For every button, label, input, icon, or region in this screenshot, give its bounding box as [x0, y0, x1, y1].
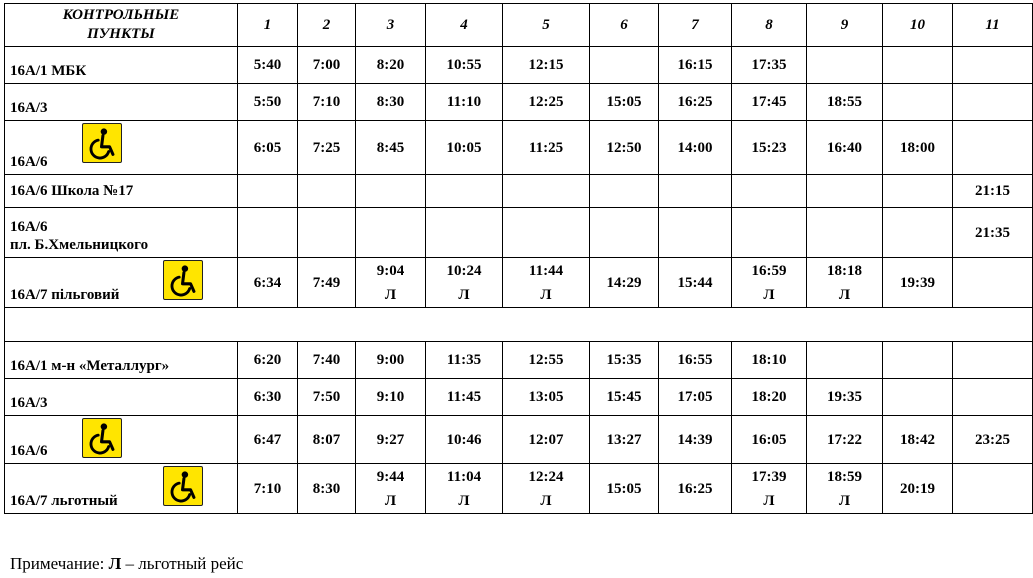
- time-cell: [356, 258, 426, 308]
- time-cell: [659, 47, 732, 84]
- departure-time: 16:40: [827, 139, 862, 156]
- departure-time: 7:00: [312, 57, 341, 73]
- departure-time: 5:50: [253, 94, 282, 110]
- departure-time: 6:30: [253, 389, 282, 405]
- header-row: [5, 4, 1033, 47]
- time-cell: [883, 258, 953, 308]
- time-cell: [238, 208, 298, 258]
- time-cell: [883, 416, 953, 464]
- time-cell: [356, 121, 426, 175]
- checkpoint-name: [5, 47, 238, 84]
- checkpoint-name-text: 16А/3: [10, 100, 48, 116]
- time-cell: [356, 379, 426, 416]
- time-cell: [238, 47, 298, 84]
- time-cell: [238, 121, 298, 175]
- table-row: [5, 47, 1033, 84]
- table-row: [5, 84, 1033, 121]
- departure-time: 9:10: [376, 389, 405, 405]
- checkpoint-name-line1: 16А/6: [10, 219, 48, 235]
- footnote: [10, 554, 243, 574]
- departure-time: 10:55: [446, 57, 482, 73]
- checkpoint-name: [5, 379, 238, 416]
- header-col: 11: [953, 4, 1033, 47]
- discount-mark: Л: [838, 286, 851, 303]
- header-col: 8: [732, 4, 807, 47]
- time-cell: [590, 208, 659, 258]
- departure-time: 17:45: [751, 94, 787, 110]
- departure-time: 16:25: [677, 480, 713, 497]
- departure-time: 8:45: [376, 139, 405, 156]
- time-cell: [883, 84, 953, 121]
- separator-cell: [5, 308, 1033, 342]
- time-cell: [953, 342, 1033, 379]
- time-cell: [426, 416, 503, 464]
- time-cell: [503, 47, 590, 84]
- header-col: 2: [298, 4, 356, 47]
- time-cell: [503, 84, 590, 121]
- checkpoint-name: [5, 342, 238, 379]
- departure-time: 18:00: [900, 139, 935, 156]
- departure-time: 7:40: [312, 352, 341, 368]
- departure-time: 15:05: [606, 480, 642, 497]
- checkpoint-name: [5, 416, 238, 464]
- departure-time: 18:18: [827, 262, 862, 279]
- time-cell: [732, 379, 807, 416]
- checkpoint-name: [5, 208, 238, 258]
- departure-time: 17:22: [827, 431, 862, 448]
- departure-time: 21:35: [975, 224, 1010, 241]
- time-cell: [883, 121, 953, 175]
- time-cell: [953, 175, 1033, 208]
- time-cell: [807, 208, 883, 258]
- departure-time: 6:34: [253, 274, 282, 291]
- discount-mark: Л: [763, 286, 775, 303]
- departure-time: 7:10: [253, 480, 282, 497]
- departure-time: 23:25: [975, 431, 1010, 448]
- discount-mark: Л: [763, 492, 775, 509]
- time-cell: [659, 84, 732, 121]
- time-cell: [503, 342, 590, 379]
- time-cell: [883, 175, 953, 208]
- time-cell: [426, 379, 503, 416]
- departure-time: 13:27: [606, 431, 642, 448]
- checkpoint-name: [5, 258, 238, 308]
- table-row: [5, 342, 1033, 379]
- time-cell: [659, 379, 732, 416]
- time-cell: [807, 464, 883, 514]
- time-cell: [953, 258, 1033, 308]
- departure-time: 5:40: [253, 57, 282, 73]
- time-cell: [659, 416, 732, 464]
- time-cell: [426, 175, 503, 208]
- checkpoint-name: [5, 121, 238, 175]
- time-cell: [298, 47, 356, 84]
- time-cell: [659, 342, 732, 379]
- departure-time: 12:15: [528, 57, 564, 73]
- table-row: [5, 208, 1033, 258]
- time-cell: [807, 47, 883, 84]
- departure-time: 21:15: [975, 183, 1010, 199]
- time-cell: [732, 84, 807, 121]
- departure-time: 19:39: [900, 274, 935, 291]
- departure-time: 9:00: [376, 352, 405, 368]
- footnote-prefix: Примечание:: [10, 554, 109, 573]
- time-cell: [426, 342, 503, 379]
- time-cell: [356, 84, 426, 121]
- departure-time: 7:25: [312, 139, 341, 156]
- time-cell: [883, 47, 953, 84]
- time-cell: [807, 416, 883, 464]
- departure-time: 16:15: [677, 57, 713, 73]
- departure-time: 12:24: [528, 468, 564, 485]
- time-cell: [807, 84, 883, 121]
- time-cell: [503, 121, 590, 175]
- departure-time: 15:23: [751, 139, 787, 156]
- header-col: 5: [503, 4, 590, 47]
- departure-time: 18:10: [751, 352, 787, 368]
- time-cell: [426, 121, 503, 175]
- departure-time: 8:07: [312, 431, 341, 448]
- time-cell: [659, 464, 732, 514]
- time-cell: [807, 175, 883, 208]
- wheelchair-icon: [82, 123, 122, 163]
- time-cell: [503, 208, 590, 258]
- departure-time: 17:05: [677, 389, 713, 405]
- checkpoint-name-text: 16А/1 МБК: [10, 63, 87, 79]
- time-cell: [426, 84, 503, 121]
- time-cell: [883, 342, 953, 379]
- time-cell: [732, 121, 807, 175]
- departure-time: 16:05: [751, 431, 787, 448]
- time-cell: [732, 175, 807, 208]
- departure-time: 8:20: [376, 57, 405, 73]
- time-cell: [590, 342, 659, 379]
- header-label-line2: ПУНКТЫ: [87, 26, 155, 42]
- departure-time: 11:25: [528, 139, 564, 156]
- time-cell: [807, 379, 883, 416]
- discount-mark: Л: [384, 492, 397, 509]
- departure-time: 18:55: [827, 94, 862, 110]
- time-cell: [953, 464, 1033, 514]
- time-cell: [590, 258, 659, 308]
- departure-time: 9:44: [376, 468, 405, 485]
- time-cell: [426, 258, 503, 308]
- time-cell: [238, 342, 298, 379]
- time-cell: [883, 208, 953, 258]
- time-cell: [238, 379, 298, 416]
- time-cell: [356, 416, 426, 464]
- header-col: 7: [659, 4, 732, 47]
- time-cell: [732, 258, 807, 308]
- header-col: 9: [807, 4, 883, 47]
- departure-time: 18:42: [900, 431, 935, 448]
- time-cell: [426, 208, 503, 258]
- time-cell: [356, 47, 426, 84]
- time-cell: [356, 208, 426, 258]
- departure-time: 18:59: [827, 468, 862, 485]
- departure-time: 20:19: [900, 480, 935, 497]
- time-cell: [732, 342, 807, 379]
- time-cell: [426, 464, 503, 514]
- table-row: [5, 416, 1033, 464]
- time-cell: [298, 84, 356, 121]
- time-cell: [503, 416, 590, 464]
- time-cell: [298, 121, 356, 175]
- departure-time: 15:45: [606, 389, 642, 405]
- departure-time: 11:35: [446, 352, 482, 368]
- checkpoint-name-line2: пл. Б.Хмельницкого: [10, 237, 149, 253]
- time-cell: [953, 416, 1033, 464]
- time-cell: [298, 379, 356, 416]
- time-cell: [807, 258, 883, 308]
- time-cell: [238, 175, 298, 208]
- header-col: 10: [883, 4, 953, 47]
- time-cell: [503, 175, 590, 208]
- checkpoint-name-text: 16А/6 Школа №17: [10, 183, 134, 199]
- departure-time: 12:50: [606, 139, 642, 156]
- departure-time: 14:29: [606, 274, 642, 291]
- time-cell: [298, 416, 356, 464]
- wheelchair-icon: [163, 260, 203, 300]
- departure-time: 18:20: [751, 389, 787, 405]
- discount-mark: Л: [540, 286, 552, 303]
- discount-mark: Л: [458, 286, 470, 303]
- departure-time: 11:45: [446, 389, 482, 405]
- discount-mark: Л: [540, 492, 552, 509]
- departure-time: 16:59: [751, 262, 787, 279]
- header-col: 1: [238, 4, 298, 47]
- departure-time: 14:00: [677, 139, 713, 156]
- departure-time: 6:47: [253, 431, 282, 448]
- checkpoint-name-text: 16А/7 пільговий: [10, 287, 120, 303]
- time-cell: [238, 84, 298, 121]
- time-cell: [298, 258, 356, 308]
- table-row: [5, 464, 1033, 514]
- departure-time: 19:35: [827, 389, 862, 405]
- time-cell: [238, 258, 298, 308]
- discount-mark: Л: [838, 492, 851, 509]
- departure-time: 17:35: [751, 57, 787, 73]
- discount-mark: Л: [384, 286, 397, 303]
- checkpoint-name: [5, 175, 238, 208]
- footnote-mark: Л: [108, 554, 122, 573]
- departure-time: 7:10: [312, 94, 341, 110]
- time-cell: [953, 121, 1033, 175]
- departure-time: 10:46: [446, 431, 482, 448]
- checkpoint-name-text: 16А/3: [10, 395, 48, 411]
- time-cell: [590, 47, 659, 84]
- table-row: [5, 258, 1033, 308]
- footnote-text: – льготный рейс: [121, 554, 244, 573]
- checkpoint-name: [5, 464, 238, 514]
- departure-time: 12:07: [528, 431, 564, 448]
- time-cell: [503, 379, 590, 416]
- departure-time: 11:04: [446, 468, 482, 485]
- time-cell: [356, 175, 426, 208]
- departure-time: 7:50: [312, 389, 341, 405]
- time-cell: [356, 342, 426, 379]
- checkpoint-name-text: 16А/1 м-н «Металлург»: [10, 358, 170, 374]
- departure-time: 11:44: [528, 262, 564, 279]
- time-cell: [298, 208, 356, 258]
- departure-time: 11:10: [446, 94, 482, 110]
- time-cell: [659, 175, 732, 208]
- time-cell: [732, 47, 807, 84]
- time-cell: [356, 464, 426, 514]
- separator-row: [5, 308, 1033, 342]
- time-cell: [883, 464, 953, 514]
- departure-time: 6:05: [253, 139, 282, 156]
- time-cell: [298, 464, 356, 514]
- departure-time: 16:25: [677, 94, 713, 110]
- time-cell: [807, 342, 883, 379]
- departure-time: 14:39: [677, 431, 713, 448]
- header-col: 3: [356, 4, 426, 47]
- departure-time: 8:30: [376, 94, 405, 110]
- table-row: [5, 379, 1033, 416]
- departure-time: 15:35: [606, 352, 642, 368]
- departure-time: 9:27: [376, 431, 405, 448]
- checkpoint-name-text: 16А/6: [10, 443, 48, 459]
- time-cell: [953, 84, 1033, 121]
- time-cell: [590, 121, 659, 175]
- time-cell: [659, 208, 732, 258]
- time-cell: [732, 208, 807, 258]
- departure-time: 8:30: [312, 480, 341, 497]
- header-col: 4: [426, 4, 503, 47]
- time-cell: [732, 464, 807, 514]
- time-cell: [953, 208, 1033, 258]
- checkpoint-name-text: 16А/6: [10, 154, 48, 170]
- time-cell: [883, 379, 953, 416]
- schedule-table: [4, 3, 1033, 514]
- time-cell: [953, 47, 1033, 84]
- time-cell: [503, 258, 590, 308]
- time-cell: [590, 84, 659, 121]
- checkpoint-name-text: 16А/7 льготный: [10, 493, 118, 509]
- wheelchair-icon: [82, 418, 122, 458]
- header-col: 6: [590, 4, 659, 47]
- time-cell: [590, 464, 659, 514]
- departure-time: 17:39: [751, 468, 787, 485]
- departure-time: 15:44: [677, 274, 713, 291]
- departure-time: 13:05: [528, 389, 564, 405]
- time-cell: [298, 342, 356, 379]
- time-cell: [953, 379, 1033, 416]
- time-cell: [659, 258, 732, 308]
- departure-time: 9:04: [376, 262, 405, 279]
- departure-time: 10:05: [446, 139, 482, 156]
- time-cell: [503, 464, 590, 514]
- time-cell: [238, 464, 298, 514]
- departure-time: 6:20: [253, 352, 282, 368]
- departure-time: 12:25: [528, 94, 564, 110]
- time-cell: [238, 416, 298, 464]
- departure-time: 16:55: [677, 352, 713, 368]
- time-cell: [590, 175, 659, 208]
- time-cell: [590, 416, 659, 464]
- time-cell: [426, 47, 503, 84]
- departure-time: 15:05: [606, 94, 642, 110]
- time-cell: [298, 175, 356, 208]
- header-checkpoints: [5, 4, 238, 47]
- time-cell: [732, 416, 807, 464]
- time-cell: [807, 121, 883, 175]
- table-row: [5, 121, 1033, 175]
- wheelchair-icon: [163, 466, 203, 506]
- discount-mark: Л: [458, 492, 470, 509]
- time-cell: [590, 379, 659, 416]
- header-label-line1: КОНТРОЛЬНЫЕ: [62, 7, 180, 23]
- table-row: [5, 175, 1033, 208]
- checkpoint-name: [5, 84, 238, 121]
- departure-time: 7:49: [312, 274, 341, 291]
- time-cell: [659, 121, 732, 175]
- departure-time: 12:55: [528, 352, 564, 368]
- departure-time: 10:24: [446, 262, 482, 279]
